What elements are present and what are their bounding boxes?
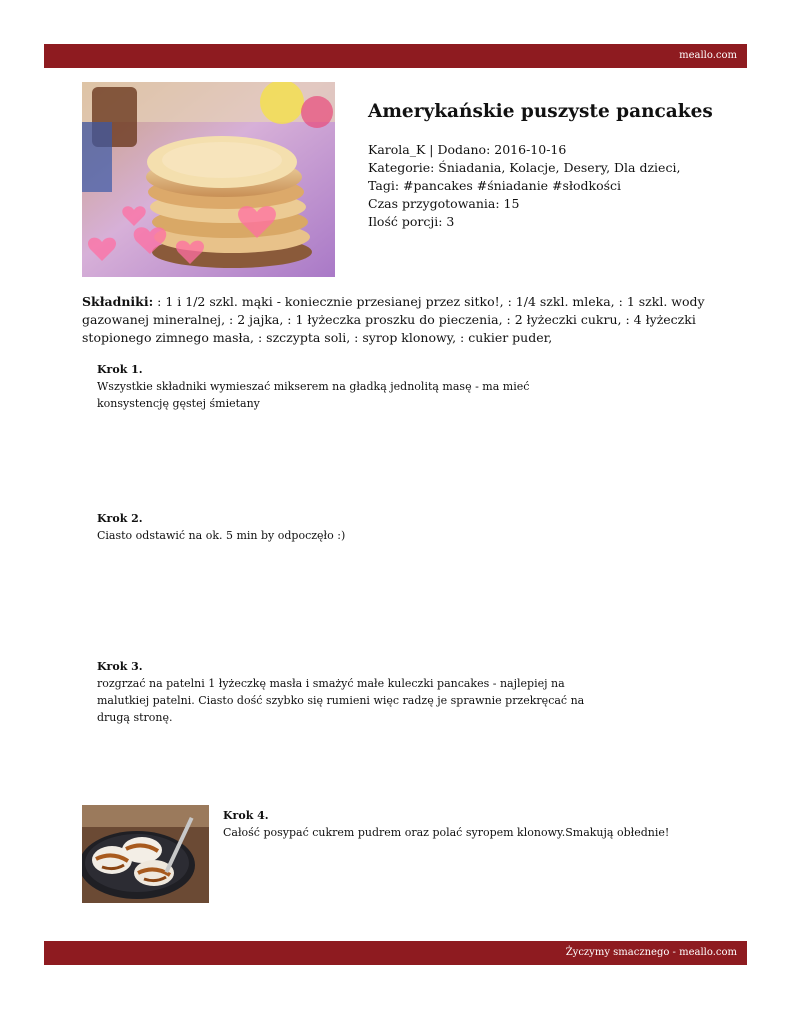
step-text: Wszystkie składniki wymieszać mikserem na gładką jednolitą masę - ma mieć konsystencję gęstej śmietany bbox=[97, 380, 530, 410]
servings-line: Ilość porcji: 3 bbox=[368, 214, 455, 229]
author-date-line: Karola_K | Dodano: 2016-10-16 bbox=[368, 142, 567, 157]
step-1 bbox=[97, 361, 597, 412]
categories-line: Kategorie: Śniadania, Kolacje, Desery, Dla dzieci, bbox=[368, 160, 681, 175]
step-4-photo-pancakes bbox=[82, 805, 209, 903]
header-site-link[interactable]: meallo.com bbox=[679, 50, 737, 61]
step-title: Krok 2. bbox=[97, 512, 143, 525]
step-text: Ciasto odstawić na ok. 5 min by odpoczęło :) bbox=[97, 529, 346, 542]
header-bar bbox=[44, 44, 747, 68]
step-title: Krok 4. bbox=[223, 809, 269, 822]
prep-time-line: Czas przygotowania: 15 bbox=[368, 196, 520, 211]
recipe-title: Amerykańskie puszyste pancakes bbox=[368, 101, 713, 122]
ingredients-text: : 1 i 1/2 szkl. mąki - koniecznie przesianej przez sitko!, : 1/4 szkl. mleka, : 1 szkl. wody gazowanej mineralnej, : 2 jajka, : 1 łyżeczka proszku do pieczenia, : 2 łyżeczki cukru, : 4 łyżeczki stopionego zimnego masła, : szczypta soli, : syrop klonowy, : cukier puder, bbox=[82, 294, 705, 345]
step-title: Krok 3. bbox=[97, 660, 143, 673]
recipe-photo-pancakes bbox=[82, 82, 335, 277]
step-text: Całość posypać cukrem pudrem oraz polać syropem klonowy.Smakują obłednie! bbox=[223, 826, 670, 839]
footer-bar bbox=[44, 941, 747, 965]
step-2 bbox=[97, 510, 597, 544]
footer-text: Życzymy smacznego - meallo.com bbox=[565, 947, 737, 958]
recipe-meta bbox=[368, 141, 680, 231]
step-text: rozgrzać na patelni 1 łyżeczkę masła i smażyć małe kuleczki pancakes - najlepiej na malutkiej patelni. Ciasto dość szybko się rumieni więc radzę je sprawnie przekręcać na drugą stronę. bbox=[97, 677, 585, 724]
step-title: Krok 1. bbox=[97, 363, 143, 376]
tags-line: Tagi: #pancakes #śniadanie #słodkości bbox=[368, 178, 622, 193]
ingredients-section bbox=[82, 293, 744, 347]
ingredients-label: Składniki: bbox=[82, 294, 154, 309]
step-3 bbox=[97, 658, 597, 726]
step-4 bbox=[223, 807, 723, 841]
